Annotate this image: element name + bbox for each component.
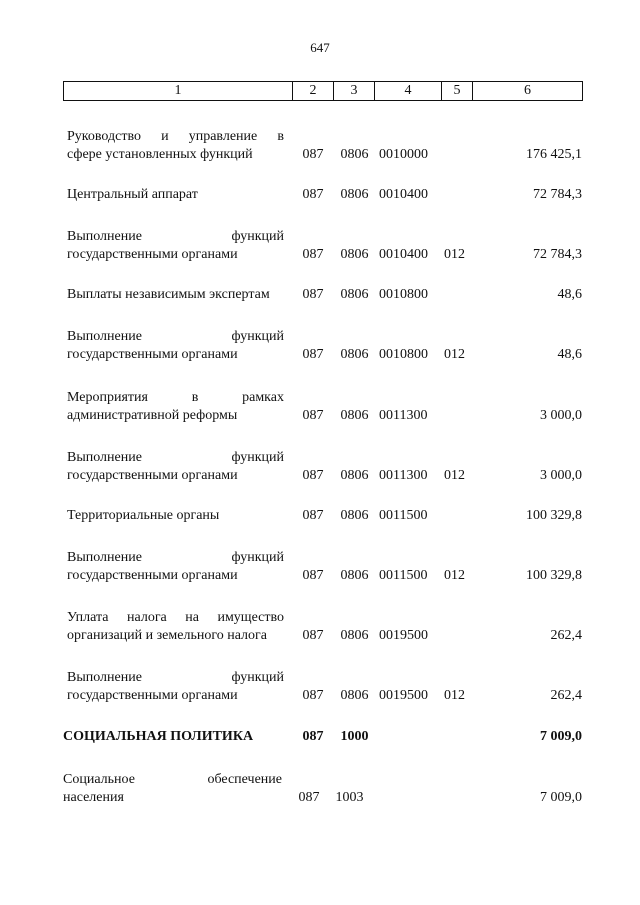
row-col3: 0806 xyxy=(340,287,369,302)
row-name-line: государственными органами xyxy=(67,468,238,483)
row-name-line: административной реформы xyxy=(67,408,238,423)
table-row xyxy=(0,449,640,489)
row-col6: 72 784,3 xyxy=(533,187,582,202)
row-name-line: государственными органами xyxy=(67,347,238,362)
row-col3: 0806 xyxy=(340,187,369,202)
row-col3: 1000 xyxy=(340,729,369,744)
row-col6: 48,6 xyxy=(557,347,582,362)
row-name xyxy=(67,389,284,425)
row-col2: 087 xyxy=(298,790,320,805)
row-col2: 087 xyxy=(302,729,324,744)
row-col4: 0010400 xyxy=(379,187,428,202)
row-col4: 0010800 xyxy=(379,347,428,362)
row-col3: 0806 xyxy=(340,628,369,643)
column-header-1: 1 xyxy=(64,82,293,101)
row-col5: 012 xyxy=(444,347,465,362)
row-name-line: Уплата налога на имущество xyxy=(67,610,284,625)
row-col6: 100 329,8 xyxy=(526,508,582,523)
row-col2: 087 xyxy=(302,468,324,483)
row-name xyxy=(63,771,282,807)
row-name xyxy=(67,128,284,164)
row-col3: 0806 xyxy=(340,408,369,423)
row-name-line: Социальное обеспечение xyxy=(63,772,282,787)
row-name-line: Выполнение функций xyxy=(67,450,284,465)
row-name-line: Выплаты независимым экспертам xyxy=(67,287,270,302)
row-name xyxy=(67,449,284,485)
row-col6: 262,4 xyxy=(550,688,582,703)
row-col4: 0019500 xyxy=(379,628,428,643)
row-col4: 0011500 xyxy=(379,568,428,583)
row-name-line: Территориальные органы xyxy=(67,508,220,523)
row-col6: 72 784,3 xyxy=(533,247,582,262)
row-col3: 0806 xyxy=(340,147,369,162)
column-header-row xyxy=(64,82,583,101)
row-name xyxy=(67,228,284,264)
row-name-line: государственными органами xyxy=(67,568,238,583)
row-name-line: Руководство и управление в xyxy=(67,129,284,144)
row-col4: 0011300 xyxy=(379,468,428,483)
column-header-4: 4 xyxy=(375,82,442,101)
column-header-2: 2 xyxy=(293,82,334,101)
row-name xyxy=(63,728,303,746)
page-number: 647 xyxy=(310,40,330,55)
row-name-line: государственными органами xyxy=(67,688,238,703)
row-col3: 0806 xyxy=(340,247,369,262)
table-row xyxy=(0,549,640,589)
row-name-line: населения xyxy=(63,790,124,805)
row-col2: 087 xyxy=(302,628,324,643)
row-col6: 100 329,8 xyxy=(526,568,582,583)
row-name-line: Выполнение функций xyxy=(67,329,284,344)
row-name-line: организаций и земельного налога xyxy=(67,628,267,643)
row-name-line: Центральный аппарат xyxy=(67,187,198,202)
row-col6: 176 425,1 xyxy=(526,147,582,162)
table-row xyxy=(0,286,640,326)
row-col3: 0806 xyxy=(340,508,369,523)
row-col2: 087 xyxy=(302,147,324,162)
table-row xyxy=(0,669,640,709)
row-col4: 0010800 xyxy=(379,287,428,302)
row-name-line: государственными органами xyxy=(67,247,238,262)
row-col3: 0806 xyxy=(340,568,369,583)
table-row xyxy=(0,186,640,226)
row-col5: 012 xyxy=(444,247,465,262)
row-col6: 7 009,0 xyxy=(540,790,582,805)
table-row xyxy=(0,507,640,547)
row-name xyxy=(67,507,284,525)
row-col4: 0010000 xyxy=(379,147,428,162)
table-row xyxy=(0,128,640,168)
row-col3: 0806 xyxy=(340,468,369,483)
row-col2: 087 xyxy=(302,568,324,583)
table-row xyxy=(0,328,640,368)
row-col6: 48,6 xyxy=(557,287,582,302)
row-col5: 012 xyxy=(444,568,465,583)
section-heading: СОЦИАЛЬНАЯ ПОЛИТИКА xyxy=(63,729,254,744)
row-col5: 012 xyxy=(444,688,465,703)
table-row xyxy=(0,609,640,649)
row-col2: 087 xyxy=(302,347,324,362)
table-row xyxy=(0,228,640,268)
row-col2: 087 xyxy=(302,187,324,202)
column-header-table xyxy=(63,81,583,101)
row-col2: 087 xyxy=(302,688,324,703)
column-header-5: 5 xyxy=(442,82,473,101)
row-name xyxy=(67,286,284,304)
section-heading-row xyxy=(0,728,640,768)
row-name xyxy=(67,549,284,585)
row-name xyxy=(67,669,284,705)
table-row xyxy=(0,771,640,811)
row-col4: 0011500 xyxy=(379,508,428,523)
row-name xyxy=(67,609,284,645)
row-col4: 0019500 xyxy=(379,688,428,703)
row-col4: 0011300 xyxy=(379,408,428,423)
row-col3: 1003 xyxy=(335,790,364,805)
row-name xyxy=(67,186,284,204)
row-name-line: Выполнение функций xyxy=(67,229,284,244)
row-name xyxy=(67,328,284,364)
row-col2: 087 xyxy=(302,247,324,262)
row-col3: 0806 xyxy=(340,688,369,703)
row-col2: 087 xyxy=(302,508,324,523)
row-col6: 3 000,0 xyxy=(540,408,582,423)
column-header-3: 3 xyxy=(334,82,375,101)
row-name-line: Выполнение функций xyxy=(67,550,284,565)
row-name-line: Выполнение функций xyxy=(67,670,284,685)
row-col2: 087 xyxy=(302,287,324,302)
row-name-line: сфере установленных функций xyxy=(67,147,253,162)
table-row xyxy=(0,389,640,429)
row-name-line: Мероприятия в рамках xyxy=(67,390,284,405)
row-col4: 0010400 xyxy=(379,247,428,262)
row-col3: 0806 xyxy=(340,347,369,362)
row-col6: 3 000,0 xyxy=(540,468,582,483)
row-col6: 7 009,0 xyxy=(540,729,582,744)
column-header-6: 6 xyxy=(473,82,583,101)
row-col6: 262,4 xyxy=(550,628,582,643)
row-col2: 087 xyxy=(302,408,324,423)
row-col5: 012 xyxy=(444,468,465,483)
